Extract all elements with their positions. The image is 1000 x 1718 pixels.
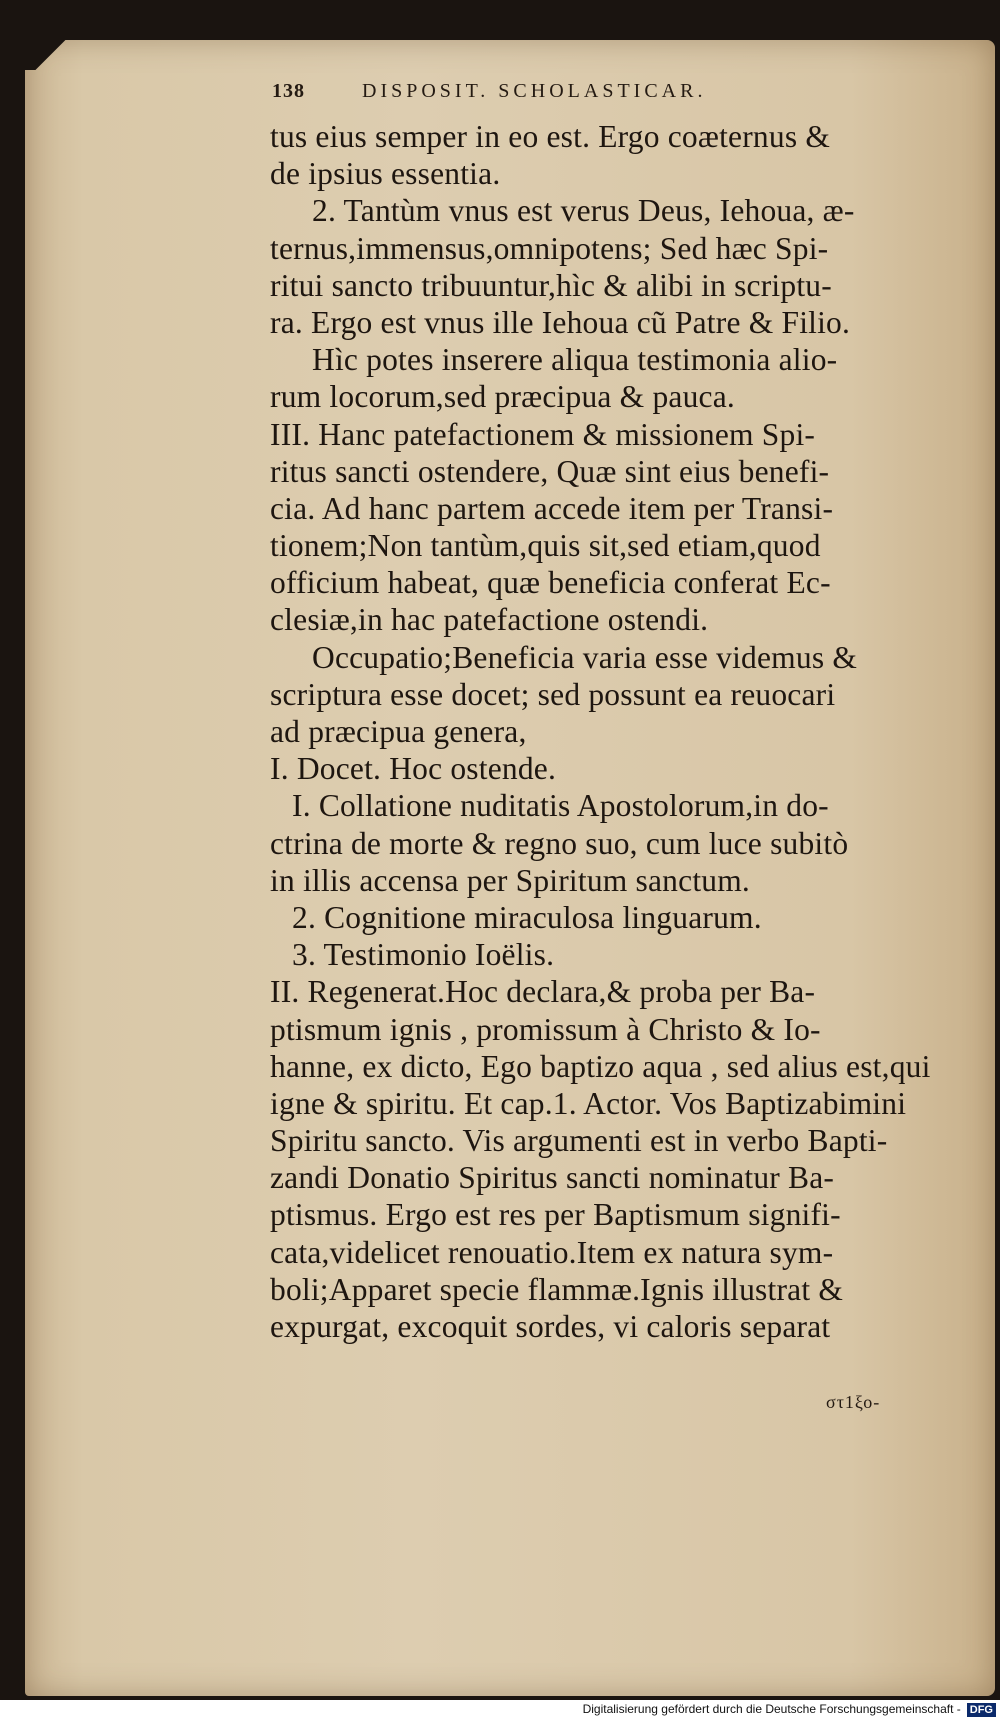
text-line: hanne, ex dicto, Ego baptizo aqua , sed alius est,qui [270,1048,931,1084]
text-line: Occupatio;Beneficia varia esse videmus & [312,639,858,675]
page-number: 138 [272,80,305,102]
text-line: cata,videlicet renouatio.Item ex natura sym- [270,1234,834,1270]
text-line: ad præcipua genera, [270,714,527,749]
footer-credit: Digitalisierung gefördert durch die Deutsche Forschungsgemeinschaft - [582,1702,961,1716]
text-line: officium habeat, quæ beneficia conferat Ec- [270,565,831,601]
text-line: cia. Ad hanc partem accede item per Transi- [270,490,834,526]
running-header [272,80,832,103]
text-line: ctrina de morte & regno suo, cum luce subitò [270,825,849,861]
dfg-logo: DFG [967,1703,996,1717]
text-line: boli;Apparet specie flammæ.Ignis illustrat & [270,1271,844,1307]
text-line: de ipsius essentia. [270,156,501,192]
text-line: 3. Testimonio Ioëlis. [292,937,555,973]
running-head: DISPOSIT. SCHOLASTICAR. [362,80,707,102]
text-line: ritui sancto tribuuntur,hìc & alibi in scriptu- [270,267,832,303]
digitization-footer [0,1700,1000,1718]
text-line: expurgat, excoquit sordes, vi caloris separat [270,1309,831,1344]
text-line: ternus,immensus,omnipotens; Sed hæc Spi- [270,230,829,266]
text-line: ra. Ergo est vnus ille Iehoua cũ Patre & Filio. [270,304,851,340]
body-text [270,118,931,1345]
text-line: in illis accensa per Spiritum sanctum. [270,862,750,898]
text-line: igne & spiritu. Et cap.1. Actor. Vos Baptizabimini [270,1085,907,1121]
text-line: III. Hanc patefactionem & missionem Spi- [270,416,816,452]
catchword: στ1ξο- [826,1392,881,1412]
text-line: 2. Cognitione miraculosa linguarum. [292,899,762,935]
text-line: Spiritu sancto. Vis argumenti est in verbo Bapti- [270,1123,888,1159]
text-line: ptismum ignis , promissum à Christo & Io- [270,1011,821,1047]
text-line: Hìc potes inserere aliqua testimonia alio- [312,342,838,378]
text-line: tus eius semper in eo est. Ergo coæternus & [270,119,831,154]
text-line: ptismus. Ergo est res per Baptismum signifi- [270,1197,841,1233]
page-corner-fold [25,40,75,70]
text-line: clesiæ,in hac patefactione ostendi. [270,602,709,638]
text-line: ritus sancti ostendere, Quæ sint eius benefi- [270,453,830,489]
text-line: rum locorum,sed præcipua & pauca. [270,379,735,415]
text-line: 2. Tantùm vnus est verus Deus, Iehoua, æ- [312,193,855,229]
text-line: II. Regenerat.Hoc declara,& proba per Ba- [270,974,816,1010]
text-line: tionem;Non tantùm,quis sit,sed etiam,quod [270,528,821,564]
text-line: I. Docet. Hoc ostende. [270,751,557,787]
text-line: scriptura esse docet; sed possunt ea reuocari [270,676,836,712]
text-line: I. Collatione nuditatis Apostolorum,in do- [292,788,829,824]
text-line: zandi Donatio Spiritus sancti nominatur Ba- [270,1160,835,1196]
